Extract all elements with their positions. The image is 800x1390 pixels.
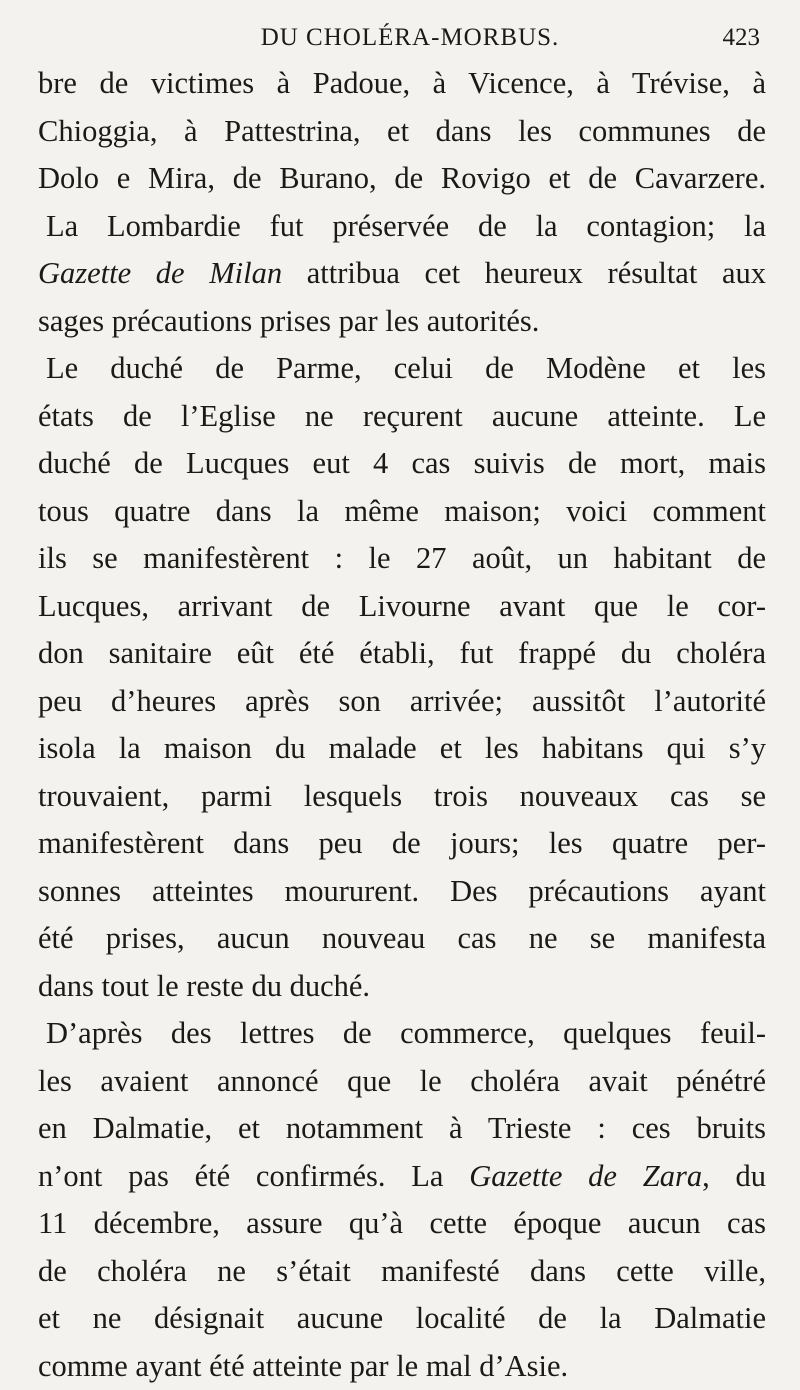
text-line: ils se manifestèrent : le 27 août, un habitant de: [38, 535, 766, 583]
italic-title: Gazette de Milan: [38, 256, 282, 290]
text-line: Lucques, arrivant de Livourne avant que le cor-: [38, 583, 766, 631]
text-line: 11 décembre, assure qu’à cette époque aucun cas: [38, 1200, 766, 1248]
text-line: et ne désignait aucune localité de la Dalmatie: [38, 1295, 766, 1343]
italic-title: Gazette de Zara: [469, 1159, 702, 1193]
text-line: dans tout le reste du duché.: [38, 963, 766, 1011]
text-line: peu d’heures après son arrivée; aussitôt l’autorité: [38, 678, 766, 726]
text-line: Chioggia, à Pattestrina, et dans les communes de: [38, 108, 766, 156]
text-line: sonnes atteintes moururent. Des précautions ayant: [38, 868, 766, 916]
text-line: tous quatre dans la même maison; voici comment: [38, 488, 766, 536]
text-line: bre de victimes à Padoue, à Vicence, à Trévise, à: [38, 60, 766, 108]
body-text: [38, 60, 766, 1390]
text-line: isola la maison du malade et les habitans qui s’y: [38, 725, 766, 773]
text-line: Le duché de Parme, celui de Modène et les: [38, 345, 766, 393]
text-line: [38, 1153, 766, 1201]
text-line: Dolo e Mira, de Burano, de Rovigo et de Cavarzere.: [38, 155, 766, 203]
text-line: trouvaient, parmi lesquels trois nouveaux cas se: [38, 773, 766, 821]
paragraph-start: La Lombardie fut préservée de la contagion; la: [46, 209, 766, 243]
text-line: duché de Lucques eut 4 cas suivis de mort, mais: [38, 440, 766, 488]
page-number: 423: [723, 20, 761, 56]
text-line: sages précautions prises par les autorités.: [38, 298, 766, 346]
text-line: [38, 250, 766, 298]
text-line: don sanitaire eût été établi, fut frappé du choléra: [38, 630, 766, 678]
text-line: en Dalmatie, et notamment à Trieste : ces bruits: [38, 1105, 766, 1153]
text-run: n’ont pas été confirmés. La: [38, 1159, 469, 1193]
text-line: été prises, aucun nouveau cas ne se manifesta: [38, 915, 766, 963]
text-line: les avaient annoncé que le choléra avait pénétré: [38, 1058, 766, 1106]
text-run: attribua cet heureux résultat aux: [282, 256, 766, 290]
text-line: de choléra ne s’était manifesté dans cette ville,: [38, 1248, 766, 1296]
running-head: [60, 20, 760, 56]
text-line: [38, 203, 766, 251]
text-line: D’après des lettres de commerce, quelques feuil-: [38, 1010, 766, 1058]
running-head-title: DU CHOLÉRA-MORBUS.: [60, 20, 760, 56]
text-line: états de l’Eglise ne reçurent aucune atteinte. Le: [38, 393, 766, 441]
text-run: , du: [702, 1159, 766, 1193]
text-line: comme ayant été atteinte par le mal d’Asie.: [38, 1343, 766, 1390]
text-line: manifestèrent dans peu de jours; les quatre per-: [38, 820, 766, 868]
